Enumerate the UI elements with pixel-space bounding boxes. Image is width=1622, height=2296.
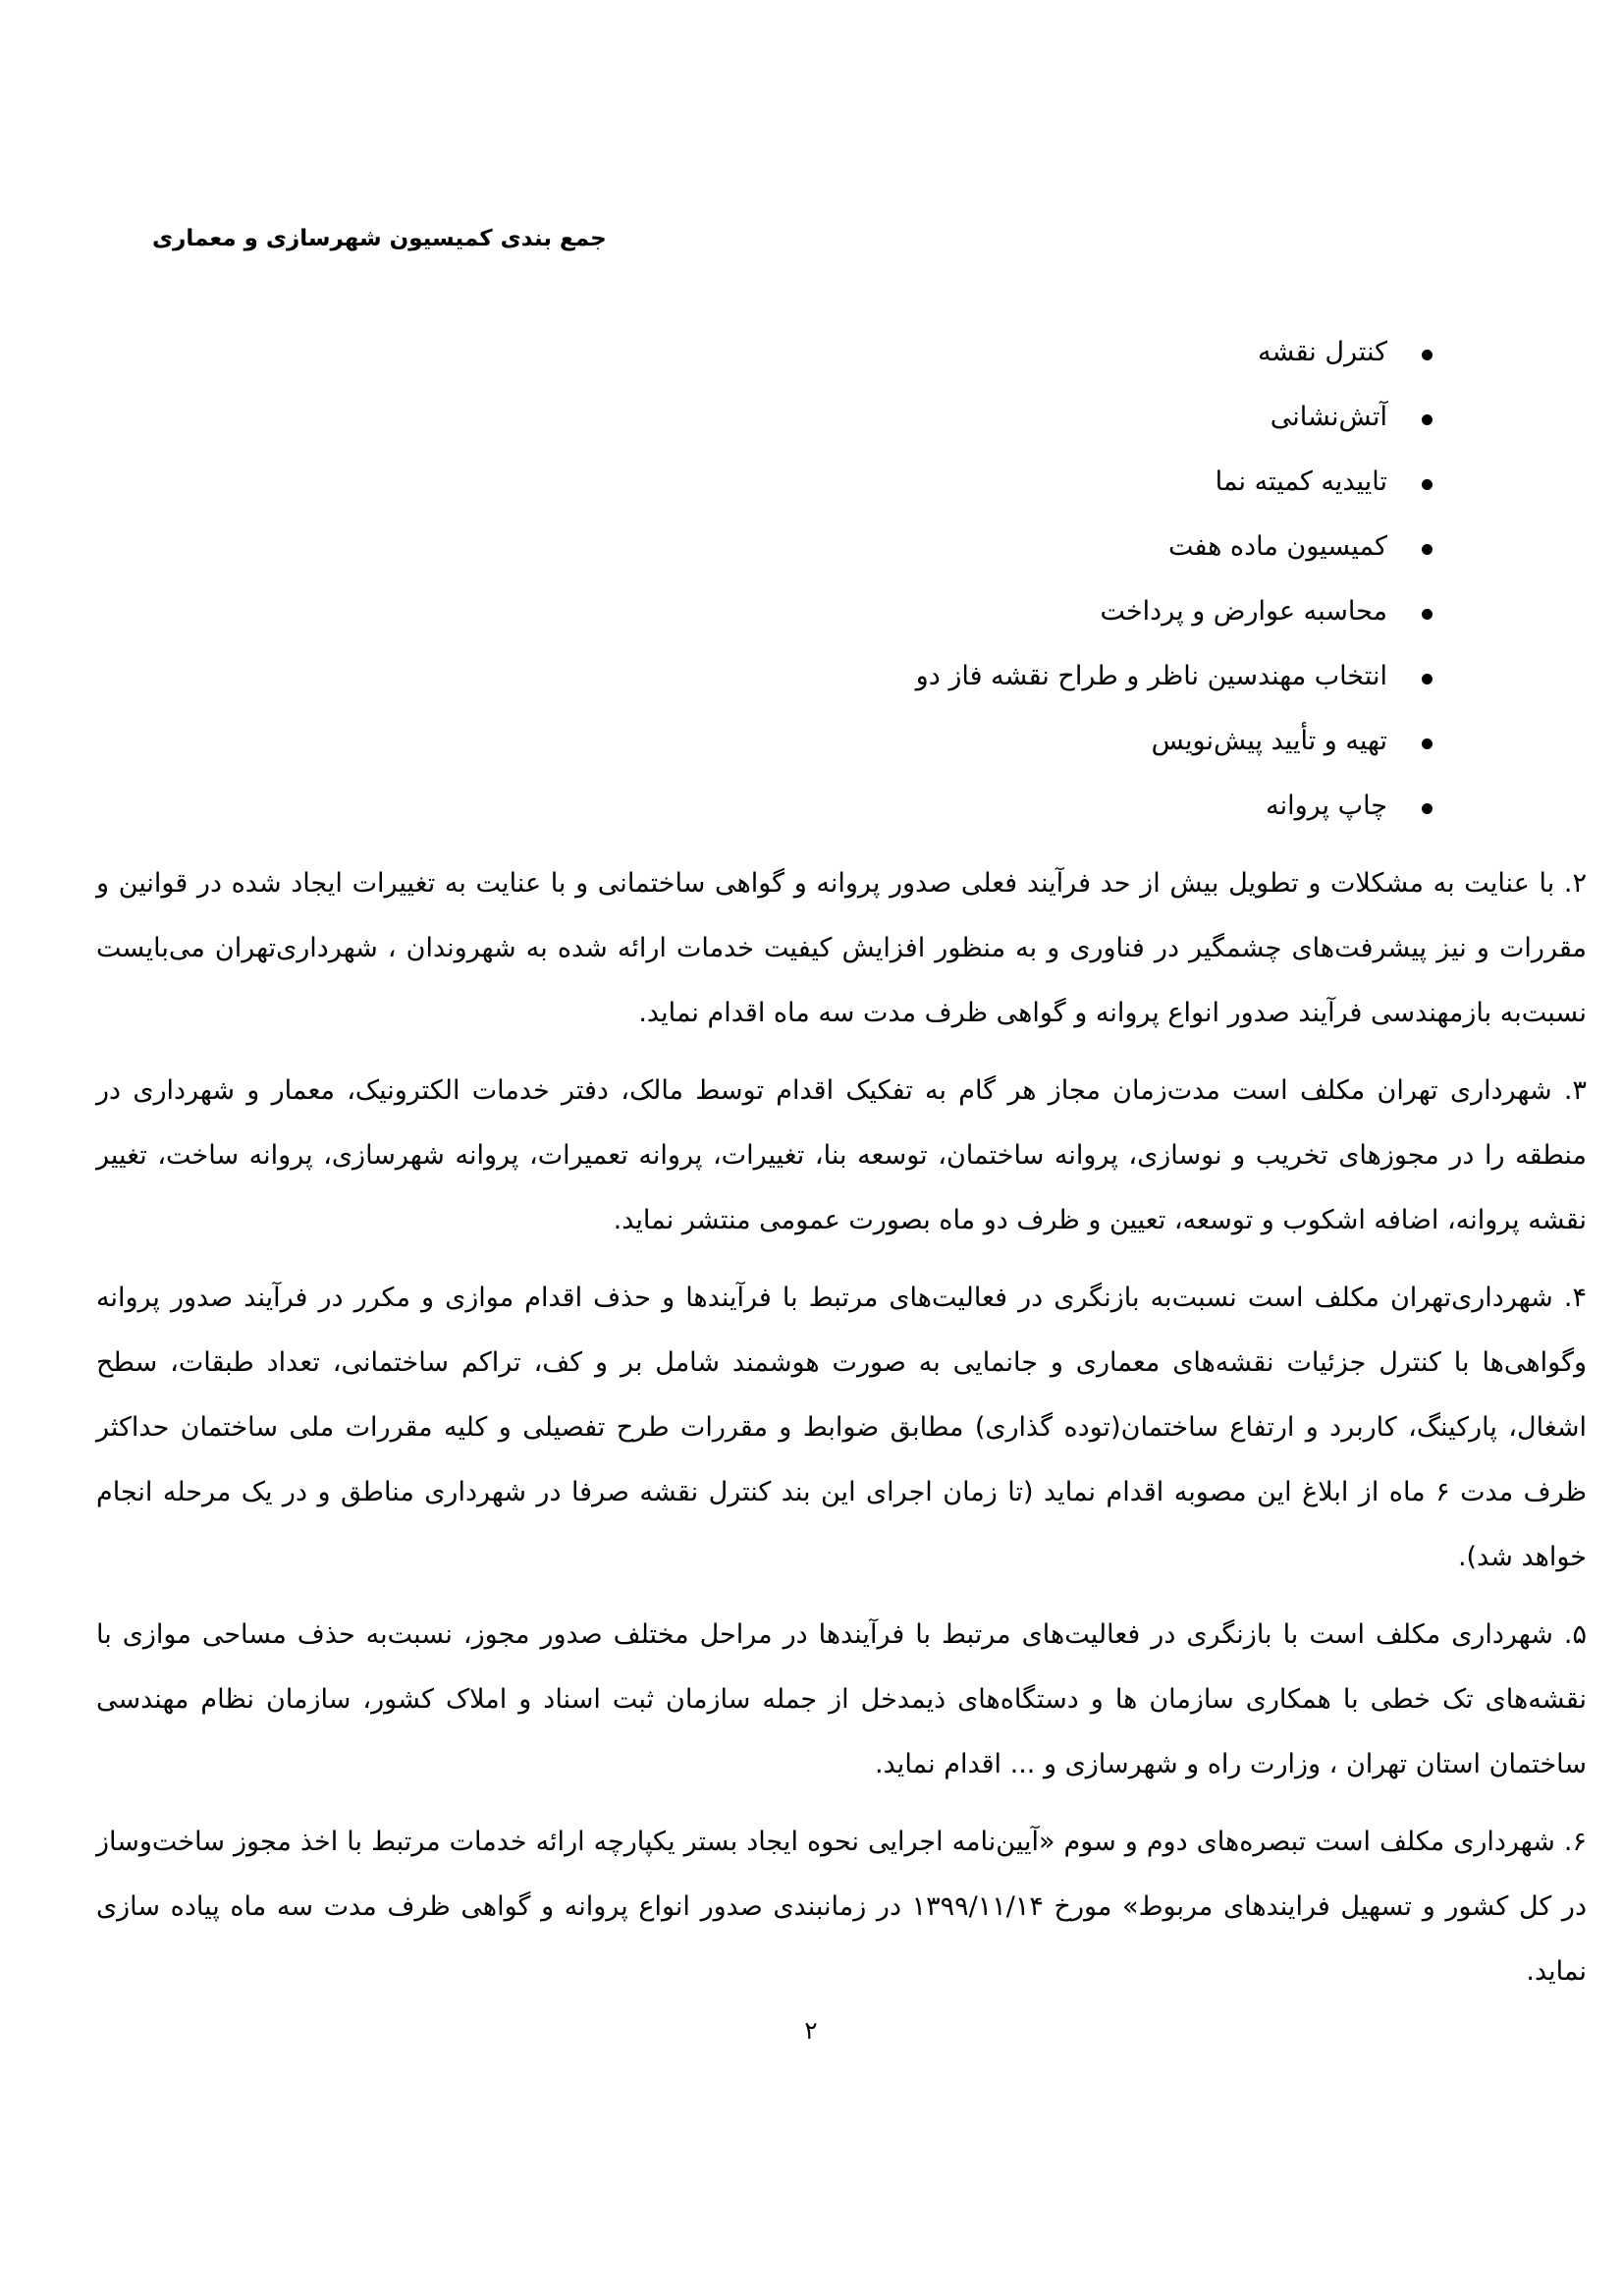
bullet-icon bbox=[1422, 609, 1433, 620]
bullet-text: محاسبه عوارض و پرداخت bbox=[1100, 596, 1387, 627]
bullet-text: کمیسیون ماده هفت bbox=[1167, 531, 1387, 562]
paragraph-text: با عنایت به مشکلات و تطویل بیش از حد فرآیند فعلی صدور پروانه و گواهی ساختمانی و با عنایت به تغییرات ایجاد شده در قوانین و مقررات و نیز پیشرفت‌های چشمگیر در فناوری و به منظور افزایش کیفیت خدمات ارائه شده به شهروندان ، شهرداری‌تهران می‌بایست نسبت‌به بازمهندسی فرآیند صدور انواع پروانه و گواهی ظرف مدت سه ماه اقدام نماید. bbox=[96, 868, 1587, 1028]
bullet-icon bbox=[1422, 803, 1433, 814]
paragraph-text: شهرداری مکلف است تبصره‌های دوم و سوم «آیین‌نامه اجرایی نحوه ایجاد بستر یکپارچه ارائه خدمات مرتبط با اخذ مجوز ساخت‌وساز در کل کشور و تسهیل فرایندهای مربوط» مورخ ۱۳۹۹/۱۱/۱۴ در زمانبندی صدور انواع پروانه و گواهی ظرف مدت سه ماه پیاده سازی نماید. bbox=[96, 1827, 1587, 1987]
paragraph-text: شهرداری مکلف است با بازنگری در فعالیت‌های مرتبط با فرآیندها در مراحل مختلف صدور مجوز، نسبت‌به حذف مساحی موازی با نقشه‌های تک خطی با همکاری سازمان ها و دستگاه‌های ذیمدخل از جمله سازمان ثبت اسناد و املاک کشور، سازمان نظام مهندسی ساختمان استان تهران ، وزارت راه و شهرسازی و ... اقدام نماید. bbox=[96, 1619, 1587, 1779]
bullet-text: آتش‌نشانی bbox=[1270, 402, 1387, 432]
bullet-icon bbox=[1422, 544, 1433, 555]
document-header-title: جمع بندی کمیسیون شهرسازی و معماری bbox=[152, 226, 607, 251]
bullet-text: تهیه و تأیید پیش‌نویس bbox=[1151, 726, 1387, 756]
paragraph-number: ۲. bbox=[1563, 868, 1587, 899]
numbered-paragraph-2 bbox=[96, 851, 1587, 1046]
bullet-item bbox=[96, 579, 1433, 644]
paragraph-text: شهرداری‌تهران مکلف است نسبت‌به بازنگری در فعالیت‌های مرتبط با فرآیندها و حذف اقدام موازی و مکرر در فرآیند صدور پروانه وگواهی‌ها با کنترل جزئیات نقشه‌های معماری و جانمایی به صورت هوشمند شامل بر و کف، تراکم ساختمانی، تعداد طبقات، سطح اشغال، پارکینگ، کاربرد و ارتفاع ساختمان(توده گذاری) مطابق ضوابط و مقررات طرح تفصیلی و کلیه مقررات ملی ساختمان حداکثر ظرف مدت ۶ ماه از ابلاغ این مصوبه اقدام نماید (تا زمان اجرای این بند کنترل نقشه صرفا در شهرداری مناطق و در یک مرحله انجام خواهد شد). bbox=[96, 1283, 1588, 1572]
bullet-text: انتخاب مهندسین ناظر و طراح نقشه فاز دو bbox=[915, 661, 1387, 691]
numbered-paragraph-5 bbox=[96, 1603, 1587, 1797]
bullet-text: کنترل نقشه bbox=[1258, 337, 1387, 367]
bullet-text: چاپ پروانه bbox=[1266, 791, 1387, 821]
bullet-icon bbox=[1422, 738, 1433, 749]
paragraph-number: ۳. bbox=[1563, 1075, 1587, 1106]
bullet-icon bbox=[1422, 414, 1433, 425]
paragraph-text: شهرداری تهران مکلف است مدت‌زمان مجاز هر گام به تفکیک اقدام توسط مالک، دفتر خدمات الکترونیک، معمار و شهرداری در منطقه را در مجوزهای تخریب و نوسازی، پروانه ساختمان، توسعه بنا، تغییرات، پروانه تعمیرات، پروانه شهرسازی، پروانه ساخت، تغییر نقشه پروانه، اضافه اشکوب و توسعه، تعیین و ظرف دو ماه بصورت عمومی منتشر نماید. bbox=[96, 1075, 1587, 1235]
paragraph-number: ۶. bbox=[1563, 1827, 1587, 1857]
paragraph-number: ۵. bbox=[1563, 1619, 1587, 1650]
paragraph-number: ۴. bbox=[1563, 1283, 1587, 1313]
numbered-paragraph-3 bbox=[96, 1059, 1587, 1253]
bullet-item bbox=[96, 450, 1433, 515]
bullet-text: تاییدیه کمیته نما bbox=[1215, 466, 1387, 497]
bullet-item bbox=[96, 709, 1433, 774]
bullet-list bbox=[96, 320, 1433, 839]
bullet-item bbox=[96, 644, 1433, 709]
page-number: ۲ bbox=[804, 2016, 818, 2045]
bullet-item bbox=[96, 774, 1433, 839]
numbered-paragraph-4 bbox=[96, 1266, 1587, 1590]
document-content bbox=[96, 320, 1587, 2004]
bullet-item bbox=[96, 515, 1433, 579]
bullet-icon bbox=[1422, 479, 1433, 490]
bullet-icon bbox=[1422, 350, 1433, 360]
bullet-icon bbox=[1422, 674, 1433, 684]
bullet-item bbox=[96, 320, 1433, 385]
numbered-paragraph-6 bbox=[96, 1810, 1587, 2004]
bullet-item bbox=[96, 385, 1433, 450]
